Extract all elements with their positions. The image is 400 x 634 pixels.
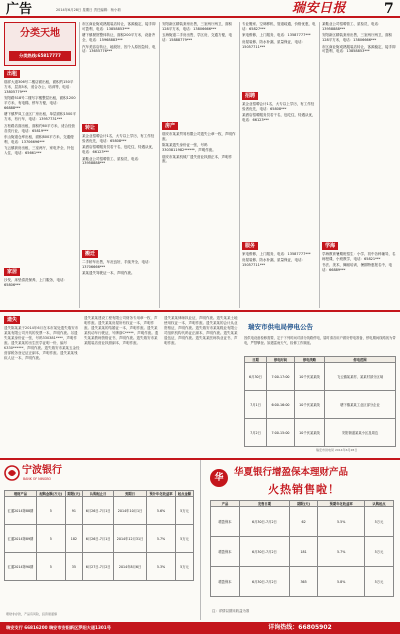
category-house: 房产: [162, 122, 178, 130]
table-cell: 6:00-16:00: [267, 391, 295, 419]
ad-item: 瑞安市某某贸易有限公司遗失公章一枚，声明作废。: [162, 132, 236, 141]
table-cell: 5.3%: [147, 553, 176, 581]
table-cell: 7月2日: [245, 419, 267, 447]
table-cell: 5万元: [175, 525, 193, 553]
notice-body: 因供电设备检修需要，定于下列时间对部分线路停电，届时请各用户做好停电准备，停电期间线路视为带电，严禁攀登。如遇雷雨天气，检修工作顺延。: [244, 336, 396, 345]
notice-footer: 瑞安市供电局 2014年6月28日: [316, 448, 358, 452]
bank-logo: [4, 463, 74, 485]
huaxia-hotline: 详询热线：66805902: [200, 622, 400, 634]
table-header: 产品: [211, 501, 240, 507]
table-cell: 安阳街道某某小区及周边: [325, 419, 396, 447]
table-cell: 5万元: [175, 553, 193, 581]
category-move: 搬迁: [82, 250, 98, 258]
table-cell: 5万元: [365, 507, 394, 537]
ad-item: 东山街道仓库出租，面积800平方米，交通便利，电话：13706696***: [4, 134, 74, 144]
table-header: 认购起止日: [83, 491, 114, 497]
table-cell: 6月30日-7月2日: [239, 537, 289, 567]
table-cell: 汇通2014第90期: [5, 553, 37, 581]
huaxia-subtitle: 火热销售啦！: [268, 483, 340, 496]
ad-item: 家电维修，上门服务，电话：13587777***: [242, 33, 311, 38]
category-transfer: 转让: [82, 124, 98, 132]
masthead: [0, 0, 400, 18]
ad-item: 瑞安市某某机械厂遗失营业执照正本，声明作废。: [162, 154, 232, 164]
table-header: 停电范围: [325, 357, 396, 363]
bank-name: 宁波银行: [22, 465, 62, 476]
story-column-2: 遗失某某建设工程有限公司财务专用章一枚，声明作废。遗失某某房屋所有权证一本，声明作废。遗失某某的结婚证一本，声明作废。遗失某某机动车行驶证，号牌浙C*****，声明作废。遗失某某教师资格证书，声明作废。遗失瑞安市某某服装店营业执照副本，声明作废。: [84, 316, 159, 346]
table-cell: 6月30日: [245, 363, 267, 391]
ad-item: 市区商业街成熟服装店转让，客源稳定，接手即可盈利，电话：13858853***: [322, 44, 396, 54]
ad-item: 飞云镇套房出租，三室两厅，家电齐全，拎包入住，电话：65661***: [4, 146, 74, 156]
table-cell: 365: [289, 567, 317, 597]
ad-item: 陈某某遗失身份证一张，号码3303811982******，声明作废。: [162, 143, 216, 153]
brand-title: 分类天地: [20, 28, 60, 39]
ad-item: 某酒店招聘服务员若干名，包吃住，待遇从优，电话：66123***: [82, 145, 156, 155]
table-header: 停电线路: [295, 357, 325, 363]
table-cell: 181: [289, 537, 317, 567]
bank-product-table: [4, 490, 194, 581]
table-cell: 7:00-15:00: [267, 419, 295, 447]
table-row: [245, 391, 396, 419]
notice-title: 瑞安市供电局停电公告: [248, 323, 313, 331]
category-service: 服务: [242, 242, 258, 250]
outage-table: [244, 356, 396, 447]
table-cell: 7月1日: [245, 391, 267, 419]
table-cell: 增盈保本: [211, 537, 240, 567]
ad-item: 安阳路518号二楼写字楼整层出租，面积1200平方米，有电梯，停车方便，电话：66888***: [4, 96, 76, 110]
category-rent: 出租: [4, 70, 20, 78]
category-lost: 遗失: [4, 316, 20, 324]
section-title: 广告: [6, 2, 33, 17]
table-cell: 2014年12月31日: [114, 525, 147, 553]
table-row: [5, 525, 194, 553]
table-cell: 5: [36, 497, 65, 525]
page-number: 7: [384, 1, 394, 17]
table-cell: 飞云镇某某村、某某村部分区域: [325, 363, 396, 391]
table-cell: 汇通2014第88期: [5, 497, 37, 525]
table-cell: 10千伏某某线: [295, 363, 325, 391]
table-header: 预计年化收益率: [147, 491, 176, 497]
category-education: 学海: [322, 242, 338, 250]
ad-list-home: [4, 278, 76, 306]
table-header: 发售日期: [239, 501, 289, 507]
bank-emblem-icon: [4, 465, 20, 481]
table-row: [5, 497, 194, 525]
ad-list-education-a: [322, 22, 396, 240]
bank-fine-print: 理财非存款，产品有风险，投资须谨慎: [6, 612, 58, 616]
table-cell: 5: [36, 553, 65, 581]
table-row: [211, 537, 394, 567]
table-cell: 5.7%: [318, 537, 365, 567]
table-header: 日期: [245, 357, 267, 363]
column-rule: [159, 22, 160, 308]
ad-list-transfer: [82, 22, 156, 120]
brand-phone: 分类热线:65817777: [9, 51, 71, 61]
column-rule: [319, 22, 320, 308]
ad-item: 书法、美术、舞蹈培训，暑期特惠报名中，电话：66889***: [322, 263, 392, 273]
ad-list-service-b: [242, 252, 316, 306]
ad-list-recruit-b: [242, 102, 316, 238]
ad-item: 学海教育暑期班招生：小学、初中各科辅导，名师授课，小班教学，电话：65821***: [322, 252, 396, 261]
ad-list-education: [322, 252, 396, 298]
ad-item: 安阳新区精装套房出售，三室两厅两卫，面积128平方米，电话：13806666***: [322, 33, 392, 43]
table-header: 认购起点: [365, 501, 394, 507]
classified-brand-box: [4, 22, 76, 66]
category-home: 家居: [4, 268, 20, 276]
story-column-1: 遗失陈某某于2014年6月在本市某处遗失瑞安市某某有限公司开具的发票一本，声明作废。另遗失某某身份证一张，号码330381****，声明作废。遗失某某的出生医学证明一份，编号K330******，声明作废。遗失瑞安市某某五金经营部税务登记证正副本，声明作废。遗失某某残疾人证一本，声明作废。: [4, 326, 80, 361]
ad-item: 某企业招聘会计1名，大专以上学历，有工作经验者优先，电话：65808***: [82, 134, 155, 143]
table-cell: 5万元: [175, 497, 193, 525]
column-rule: [79, 22, 80, 308]
table-header: 起点金额: [175, 491, 193, 497]
table-cell: 6月26日-7月1日: [83, 497, 114, 525]
story-column-3: 遗失某某律师执业证，声明作废。遗失某某土地使用权证一本，声明作废。遗失某某的会计从业资格证，声明作废。遗失瑞安市某某鞋业有限公司组织机构代码证正副本，声明作废。遗失某某退伍证，声明作废。遗失某某医师执业证书，声明作废。: [164, 316, 238, 346]
ad-item: 玉海街道二手房出售，学区房，交通方便，电话：15888779***: [162, 33, 232, 43]
huaxia-title: 华夏银行增盈保本理财产品: [234, 467, 349, 478]
table-cell: 91: [65, 497, 83, 525]
ad-item: 瑞祥大道306号二楼店面出租，面积约150平方米，层高5米，适合办公、培训等，电话：13805779***: [4, 80, 74, 94]
table-cell: 6月27日-7月2日: [83, 553, 114, 581]
ad-item: 房屋装修、防水补漏，质量保证，电话：15057711***: [242, 39, 305, 49]
column-rule: [200, 460, 201, 620]
table-cell: 增盈保本: [211, 507, 240, 537]
huaxia-note: 注：详情以期末收益为准: [212, 609, 250, 613]
table-cell: 汇通2014第89期: [5, 525, 37, 553]
table-header: 期限(天): [65, 491, 83, 497]
table-header: 预期年化收益率: [318, 501, 365, 507]
ad-item: 某鞋业公司招聘普工、质检员，电话：13958888***: [82, 156, 142, 166]
ad-item: 二手轿车出售，车况良好，手续齐全，电话：13706666***: [82, 260, 152, 269]
ad-item: 家电维修，上门服务，电话：13587777***: [242, 252, 311, 256]
table-cell: 35: [65, 553, 83, 581]
table-cell: 62: [289, 507, 317, 537]
table-row: [245, 363, 396, 391]
ad-item: 某企业招聘会计1名，大专以上学历，有工作经验者优先，电话：65808***: [242, 102, 315, 111]
ad-item: 房屋装修、防水补漏，质量保证，电话：15057711***: [242, 258, 305, 268]
table-row: [211, 507, 394, 537]
category-recruit: 招聘: [242, 92, 258, 100]
table-cell: 增盈保本: [211, 567, 240, 597]
table-cell: 6月26日-7月1日: [83, 525, 114, 553]
ad-item: 塘下镇罗凤工业区厂房出租，单层面积1500平方米，有行车，电话：13957731***: [4, 112, 76, 122]
table-cell: 10千伏某某线: [295, 391, 325, 419]
ad-list-service: [242, 22, 316, 88]
ad-list-house: [162, 22, 236, 118]
table-cell: 5.7%: [147, 525, 176, 553]
bank-footer: 瑞安支行 66816200 瑞安市安阳新区罗阳大道1301号: [0, 622, 200, 634]
table-cell: 5.5%: [318, 507, 365, 537]
column-rule: [239, 22, 240, 308]
paper-logo: 瑞安日报: [292, 1, 347, 16]
huaxia-logo: 华: [210, 469, 228, 487]
table-cell: 7:00-17:00: [267, 363, 295, 391]
table-row: [5, 553, 194, 581]
table-cell: 塘下镇某某工业区部分企业: [325, 391, 396, 419]
table-cell: 5: [36, 525, 65, 553]
issue-line: 2014年6月28日 星期日 责任编辑：杨小莉: [56, 8, 121, 12]
table-cell: 5.6%: [147, 497, 176, 525]
table-cell: 5万元: [365, 567, 394, 597]
ad-item: 专业搬家、空调移机、管道疏通，价格优惠，电话：65827***: [242, 22, 316, 31]
table-header: 到期日: [114, 491, 147, 497]
ad-item: 市区商业街成熟服装店转让，客源稳定，接手即可盈利，电话：13858853***: [82, 22, 156, 31]
table-header: 理财产品: [5, 491, 37, 497]
table-cell: 2014年10月1日: [114, 497, 147, 525]
table-row: [245, 419, 396, 447]
ad-list-recruit-a: [82, 134, 156, 220]
table-header: 期限(天): [289, 501, 317, 507]
section-divider: [0, 310, 400, 312]
table-cell: 5.8%: [318, 567, 365, 597]
table-cell: 6月30日-7月2日: [239, 507, 289, 537]
table-cell: 6月30日-7月2日: [239, 567, 289, 597]
table-cell: 182: [65, 525, 83, 553]
table-cell: 2014年8月6日: [114, 553, 147, 581]
table-cell: 10千伏某某线: [295, 419, 325, 447]
ad-item: 塘下镇餐馆整体转让，面积200平方米，设备齐全，电话：15968883***: [82, 33, 156, 43]
ad-item: 汽车美容店转让，地段好，因个人原因急转，电话：13655776***: [82, 44, 156, 54]
ad-item: 某酒店招聘服务员若干名，包吃住，待遇从优，电话：66123***: [242, 113, 316, 123]
ad-item: 安阳新区精装套房出售，三室两厅两卫，面积128平方米，电话：13806666***: [162, 22, 232, 31]
ad-item: 某某遗失驾驶证一本，声明作废。: [82, 271, 135, 276]
huaxia-product-table: [210, 500, 394, 597]
table-header: 起购金额(万元): [36, 491, 65, 497]
bank-name-en: BANK OF NINGBO: [23, 477, 52, 481]
ad-item: 某鞋业公司招聘普工、质检员，电话：13958888***: [322, 22, 382, 31]
ad-list-rent: [4, 80, 76, 246]
ad-list-notice: [162, 132, 236, 306]
table-row: [211, 567, 394, 597]
table-header: 停电时间: [267, 357, 295, 363]
ad-list-car: [82, 260, 156, 306]
ad-item: 沙发、床垫清洗保养，上门服务，电话：65806***: [4, 278, 67, 287]
ad-item: 万松路店面出租，面积约60平方米，适合经营各类行业，电话：65819***: [4, 123, 75, 133]
table-cell: 5万元: [365, 537, 394, 567]
